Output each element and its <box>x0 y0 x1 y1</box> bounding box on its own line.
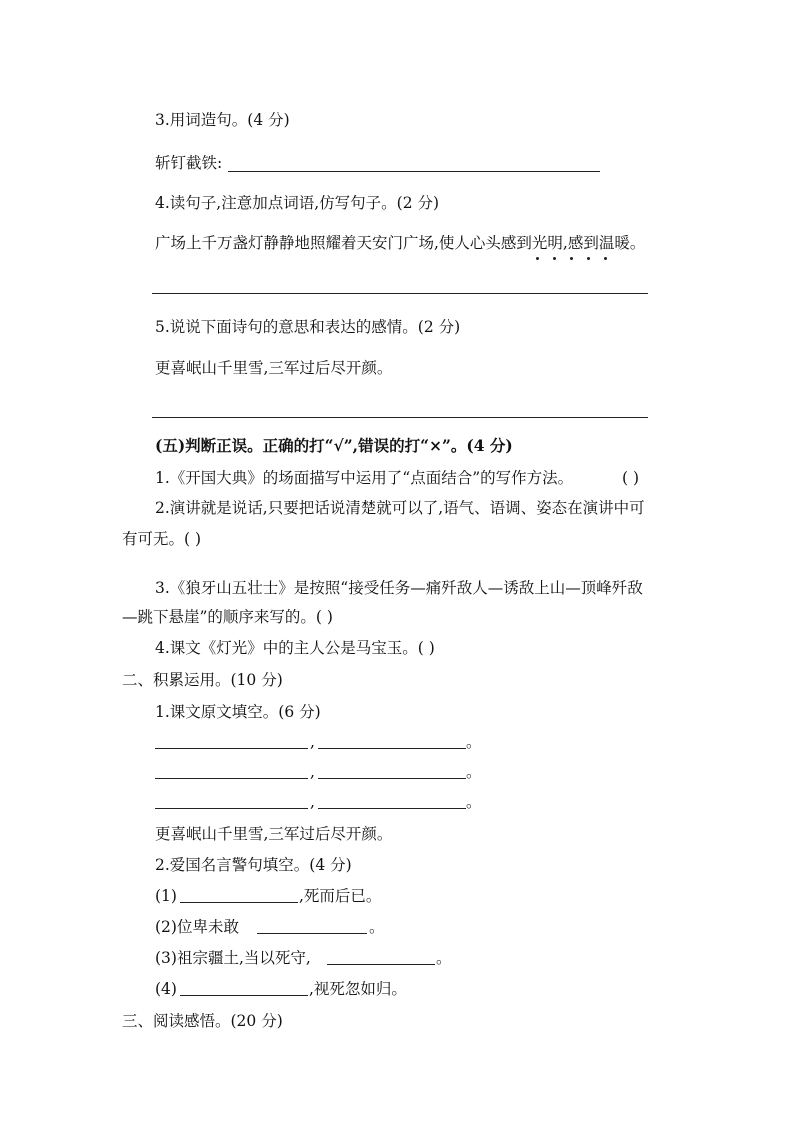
judge-item-2-line2: 有可无。( ) <box>122 530 202 548</box>
part2-poem-line: 更喜岷山千里雪,三军过后尽开颜。 <box>155 825 393 843</box>
judge-item-2-line1: 2.演讲就是说话,只要把话说清楚就可以了,语气、语调、姿态在演讲中可 <box>155 499 645 517</box>
emphasis-dot <box>553 257 556 260</box>
fill-blank[interactable] <box>318 778 466 779</box>
fill-blank[interactable] <box>155 808 308 809</box>
fill-blank[interactable] <box>155 748 308 749</box>
q2-item2-prefix: (2)位卑未敢 <box>155 918 239 936</box>
judge-item-3-line1: 3.《狼牙山五壮士》是按照“接受任务—痛歼敌人—诱敌上山—顶峰歼敌 <box>155 579 643 597</box>
judge-item-3-line2: —跳下悬崖”的顺序来写的。( ) <box>122 608 333 626</box>
q2-item4-prefix: (4) <box>155 980 177 998</box>
judge-item-1-paren[interactable]: ( ) <box>622 469 640 487</box>
q4-answer-line[interactable] <box>152 293 648 294</box>
fill-blank[interactable] <box>327 964 435 965</box>
emphasis-dot <box>604 257 607 260</box>
judge-item-1: 1.《开国大典》的场面描写中运用了“点面结合”的写作方法。 <box>155 469 574 487</box>
q2-item1-suffix: ,死而后已。 <box>299 887 382 905</box>
q3-answer-line[interactable] <box>228 171 600 172</box>
q3-title: 3.用词造句。(4 分) <box>155 111 290 129</box>
q5-title: 5.说说下面诗句的意思和表达的感情。(2 分) <box>155 318 461 336</box>
fill-blank[interactable] <box>155 778 308 779</box>
fill-blank[interactable] <box>180 995 308 996</box>
judge-item-4: 4.课文《灯光》中的主人公是马宝玉。( ) <box>155 639 435 657</box>
fill-blank[interactable] <box>318 748 466 749</box>
blank-period: 。 <box>466 733 482 751</box>
blank-comma: , <box>310 733 315 751</box>
q2-item3-prefix: (3)祖宗疆土,当以死守, <box>155 949 311 967</box>
q4-sentence: 广场上千万盏灯静静地照耀着天安门广场,使人心头感到光明,感到温暖。 <box>155 234 646 252</box>
part3-title: 三、阅读感悟。(20 分) <box>122 1012 283 1030</box>
part2-q1-title: 1.课文原文填空。(6 分) <box>155 703 321 721</box>
q3-label: 斩钉截铁: <box>155 154 223 172</box>
q5-poem: 更喜岷山千里雪,三军过后尽开颜。 <box>155 359 393 377</box>
fill-blank[interactable] <box>257 933 367 934</box>
q2-item3-suffix: 。 <box>436 949 452 967</box>
blank-period: 。 <box>466 793 482 811</box>
fill-blank[interactable] <box>318 808 466 809</box>
emphasis-dot <box>536 257 539 260</box>
blank-period: 。 <box>466 763 482 781</box>
emphasis-dot <box>587 257 590 260</box>
q2-item1-prefix: (1) <box>155 887 177 905</box>
fill-blank[interactable] <box>180 902 298 903</box>
q2-item4-suffix: ,视死忽如归。 <box>309 980 407 998</box>
part2-title: 二、积累运用。(10 分) <box>122 671 283 689</box>
q2-item2-suffix: 。 <box>369 918 385 936</box>
part2-q2-title: 2.爱国名言警句填空。(4 分) <box>155 856 352 874</box>
section5-title: (五)判断正误。正确的打“√”,错误的打“×”。(4 分) <box>155 436 513 455</box>
blank-comma: , <box>310 763 315 781</box>
emphasis-dot <box>570 257 573 260</box>
q5-answer-line[interactable] <box>152 417 648 418</box>
q4-title: 4.读句子,注意加点词语,仿写句子。(2 分) <box>155 194 440 212</box>
blank-comma: , <box>310 793 315 811</box>
